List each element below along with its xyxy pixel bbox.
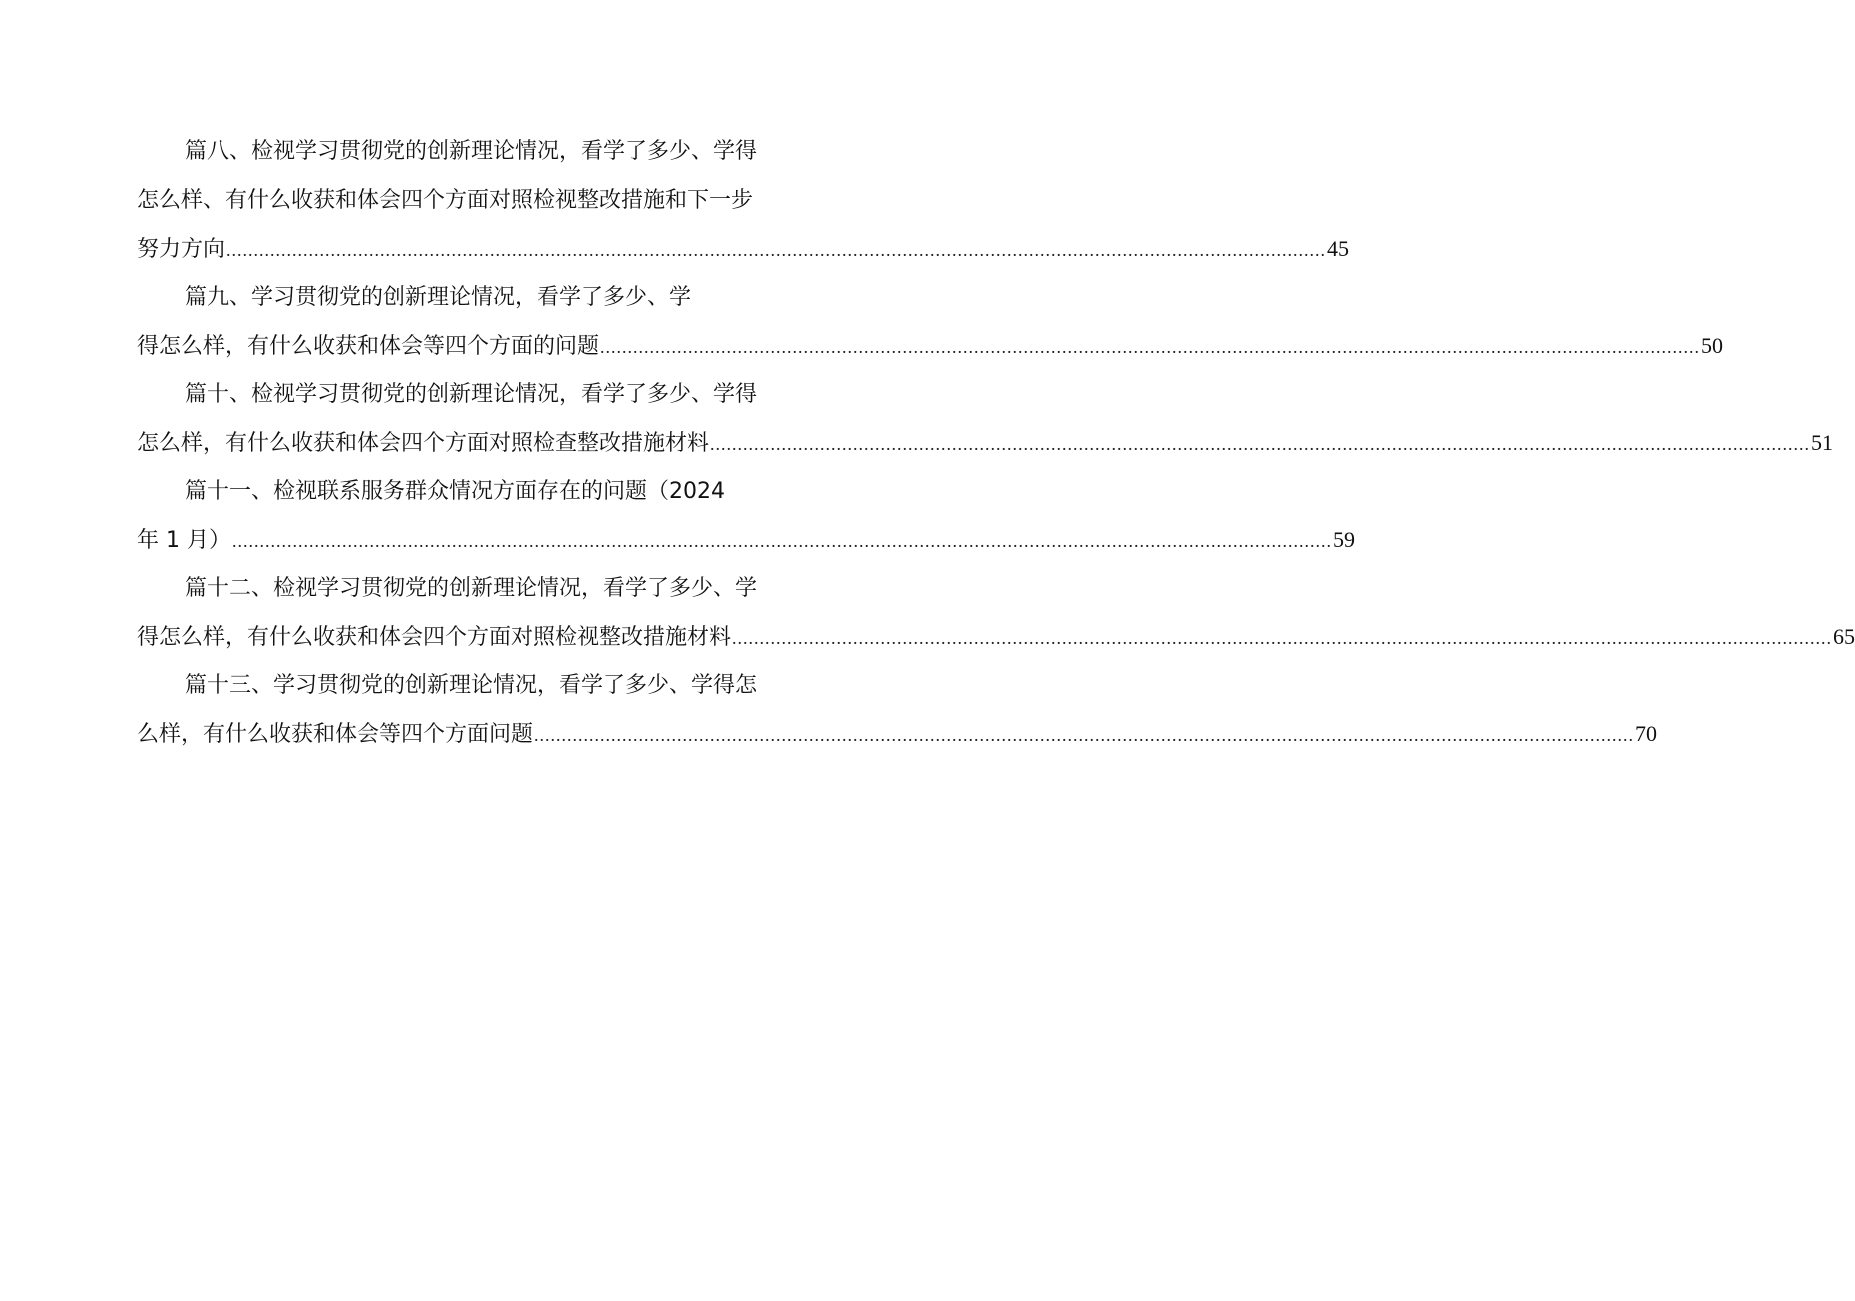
toc-entry-13[interactable] [137, 662, 1658, 759]
toc-entry-final-line [137, 516, 1355, 565]
dot-leader: ........................................................................................................................................................................................................ [732, 628, 1833, 648]
toc-entry-9[interactable] [137, 274, 1724, 371]
toc-entry-line: 篇十二、检视学习贯彻党的创新理论情况，看学了多少、学 [185, 575, 758, 601]
toc-entry-line: 篇十、检视学习贯彻党的创新理论情况，看学了多少、学得 [185, 381, 758, 407]
toc-entry-final-line [137, 419, 1834, 468]
dot-leader: ........................................................................................................................................................................................................ [710, 434, 1811, 454]
page-number: 45 [1327, 236, 1350, 261]
toc-entry-line: 怎么样、有什么收获和体会四个方面对照检视整改措施和下一步 [137, 187, 754, 213]
toc-entry-line: 篇十三、学习贯彻党的创新理论情况，看学了多少、学得怎 [185, 672, 758, 698]
table-of-contents [137, 128, 1855, 759]
toc-entry-final-line [137, 322, 1724, 371]
page-number: 70 [1635, 721, 1658, 746]
dot-leader: ........................................................................................................................................................................................................ [231, 531, 1332, 551]
toc-entry-text: 努力方向 [137, 237, 226, 262]
dot-leader: ........................................................................................................................................................................................................ [600, 337, 1701, 357]
page-number: 50 [1701, 333, 1724, 358]
page-number: 65 [1833, 624, 1855, 649]
toc-entry-12[interactable] [137, 565, 1855, 662]
toc-entry-text: 么样，有什么收获和体会等四个方面问题 [137, 722, 534, 747]
toc-entry-10[interactable] [137, 371, 1834, 468]
toc-entry-final-line [137, 613, 1855, 662]
toc-entry-8[interactable] [137, 128, 1350, 274]
toc-entry-text: 怎么样，有什么收获和体会四个方面对照检查整改措施材料 [137, 431, 710, 456]
dot-leader: ........................................................................................................................................................................................................ [226, 240, 1327, 260]
toc-entry-line: 篇十一、检视联系服务群众情况方面存在的问题（2024 [185, 478, 725, 504]
dot-leader: ........................................................................................................................................................................................................ [534, 725, 1635, 745]
toc-entry-line: 篇八、检视学习贯彻党的创新理论情况，看学了多少、学得 [185, 139, 758, 164]
toc-entry-text: 得怎么样，有什么收获和体会四个方面对照检视整改措施材料 [137, 625, 732, 650]
toc-entry-text: 年 1 月） [137, 528, 231, 553]
toc-entry-text: 得怎么样，有什么收获和体会等四个方面的问题 [137, 334, 600, 359]
toc-entry-11[interactable] [137, 468, 1355, 565]
page-number: 51 [1811, 430, 1834, 455]
toc-entry-line: 篇九、学习贯彻党的创新理论情况，看学了多少、学 [185, 284, 692, 310]
toc-entry-final-line [137, 710, 1658, 759]
toc-entry-final-line [137, 225, 1350, 274]
page-number: 59 [1332, 527, 1355, 552]
